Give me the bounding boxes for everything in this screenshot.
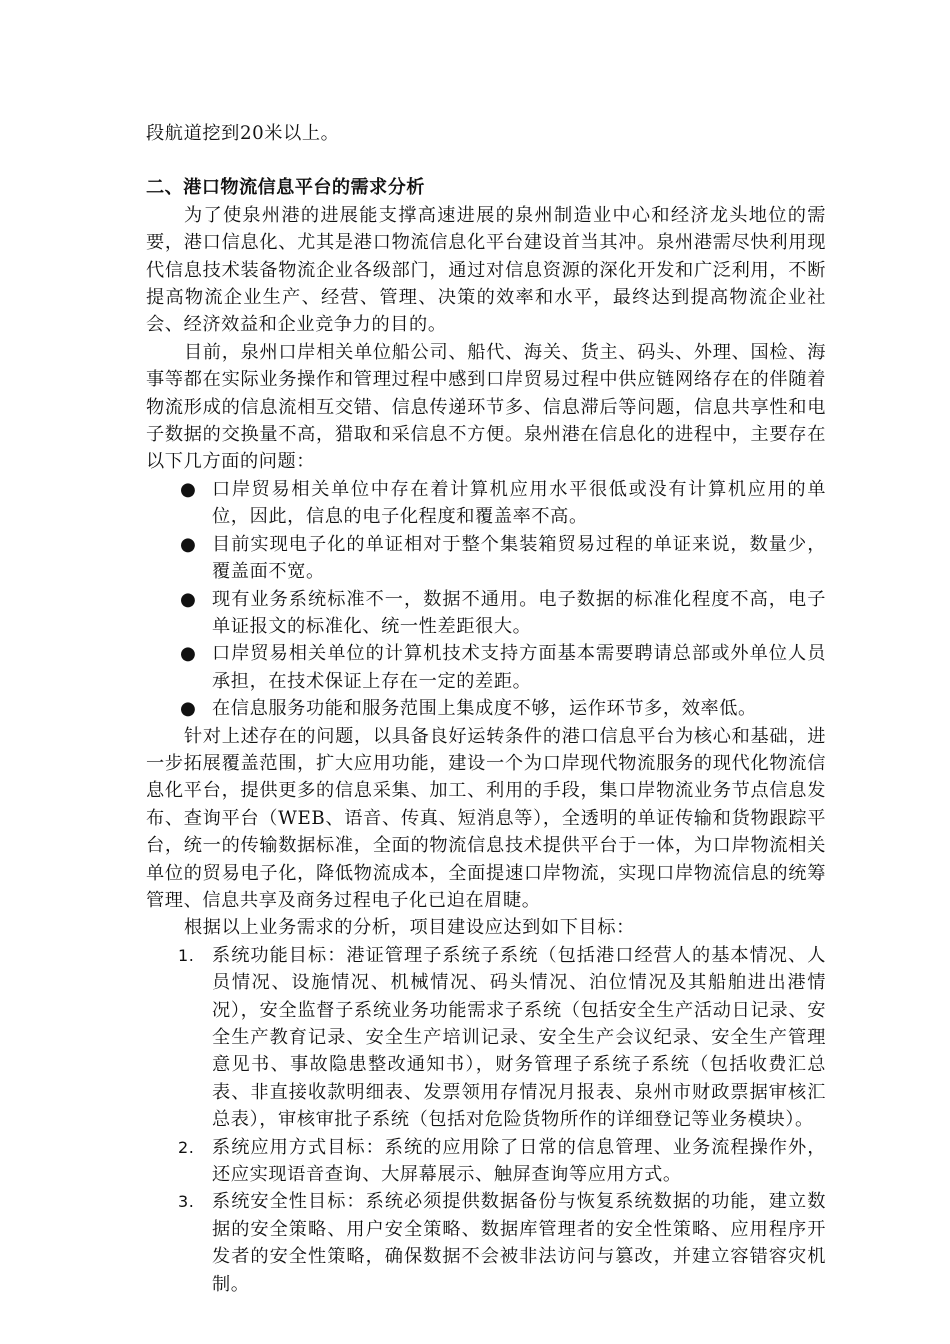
- document-page: [146, 120, 826, 1298]
- bullet-icon: ●: [180, 643, 197, 665]
- continuation-line: 段航道挖到20米以上。: [146, 123, 340, 144]
- section-heading: 二、港口物流信息平台的需求分析: [146, 177, 425, 199]
- problem-text: 目前实现电子化的单证相对于整个集装箱贸易过程的单证来说，数量少，覆盖面不宽。: [212, 533, 826, 583]
- goal-item: [146, 942, 826, 1134]
- problem-item: [146, 586, 826, 641]
- goal-number: 3.: [178, 1192, 195, 1212]
- bullet-icon: ●: [180, 588, 197, 610]
- goal-text: 系统应用方式目标：系统的应用除了日常的信息管理、业务流程操作外，还应实现语音查询、大屏幕展示、触屏查询等应用方式。: [212, 1136, 826, 1186]
- goal-number: 2.: [178, 1137, 195, 1157]
- problem-item: [146, 531, 826, 586]
- goal-item: [146, 1188, 826, 1298]
- bullet-icon: ●: [180, 698, 197, 720]
- bullet-icon: ●: [180, 533, 197, 555]
- problem-text: 现有业务系统标准不一，数据不通用。电子数据的标准化程度不高，电子单证报文的标准化、统一性差距很大。: [212, 588, 826, 637]
- paragraph-current-situation: 目前，泉州口岸相关单位船公司、船代、海关、货主、码头、外理、国检、海事等都在实际业务操作和管理过程中感到口岸贸易过程中供应链网络存在的伴随着物流形成的信息流相互交错、信息传递环节多、信息滞后等问题，信息共享性和电子数据的交换量不高，猎取和采信息不方便。泉州港在信息化的进程中，主要存在以下几方面的问题：: [146, 341, 826, 473]
- bullet-icon: ●: [180, 478, 197, 500]
- paragraph-intro: 为了使泉州港的进展能支撑高速进展的泉州制造业中心和经济龙头地位的需要，港口信息化、尤其是港口物流信息化平台建设首当其冲。泉州港需尽快利用现代信息技术装备物流企业各级部门，通过对信息资源的深化开发和广泛利用，不断提高物流企业生产、经营、管理、决策的效率和水平，最终达到提高物流企业社会、经济效益和企业竞争力的目的。: [146, 204, 826, 336]
- problem-text: 口岸贸易相关单位中存在着计算机应用水平很低或没有计算机应用的单位，因此，信息的电子化程度和覆盖率不高。: [212, 478, 826, 528]
- problem-text: 在信息服务功能和服务范围上集成度不够，运作环节多，效率低。: [212, 698, 757, 720]
- goal-number: 1.: [178, 945, 195, 965]
- problem-list: [146, 476, 826, 723]
- goals-list: [146, 942, 826, 1298]
- problem-item: [146, 695, 826, 722]
- paragraph-solution: 针对上述存在的问题，以具备良好运转条件的港口信息平台为核心和基础，进一步拓展覆盖范围，扩大应用功能，建设一个为口岸现代物流服务的现代化物流信息化平台，提供更多的信息采集、加工、利用的手段，集口岸物流业务节点信息发布、查询平台（WEB、语音、传真、短消息等），全透明的单证传输和货物跟踪平台，统一的传输数据标准，全面的物流信息技术提供平台于一体，为口岸物流相关单位的贸易电子化，降低物流成本，全面提速口岸物流，实现口岸物流信息的统筹管理、信息共享及商务过程电子化已迫在眉睫。: [146, 725, 826, 911]
- goal-text: 系统安全性目标：系统必须提供数据备份与恢复系统数据的功能，建立数据的安全策略、用户安全策略、数据库管理者的安全性策略、应用程序开发者的安全性策略，确保数据不会被非法访问与篡改，并建立容错容灾机制。: [212, 1191, 826, 1295]
- problem-item: [146, 476, 826, 531]
- problem-text: 口岸贸易相关单位的计算机技术支持方面基本需要聘请总部或外单位人员承担，在技术保证上存在一定的差距。: [212, 643, 826, 692]
- goals-intro: 根据以上业务需求的分析，项目建设应达到如下目标：: [184, 917, 635, 939]
- problem-item: [146, 640, 826, 695]
- goal-text: 系统功能目标：港证管理子系统子系统（包括港口经营人的基本情况、人员情况、设施情况、机械情况、码头情况、泊位情况及其船舶进出港情况），安全监督子系统业务功能需求子系统（包括安全生产活动日记录、安全生产教育记录、安全生产培训记录、安全生产会议纪录、安全生产管理意见书、事故隐患整改通知书），财务管理子系统子系统（包括收费汇总表、非直接收款明细表、发票领用存情况月报表、泉州市财政票据审核汇总表），审核审批子系统（包括对危险货物所作的详细登记等业务模块）。: [212, 944, 826, 1131]
- goal-item: [146, 1134, 826, 1189]
